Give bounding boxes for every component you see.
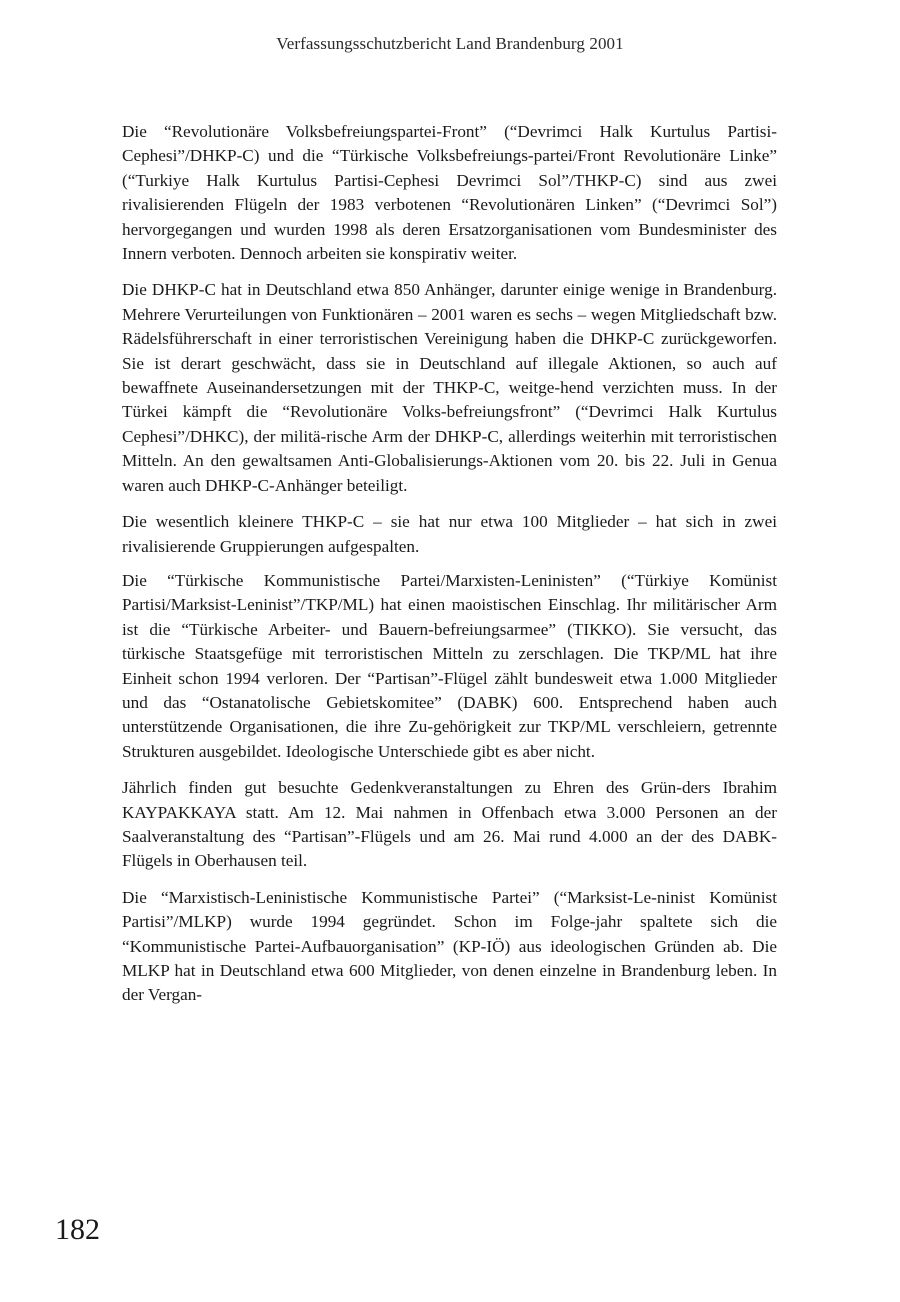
paragraph-tkp-ml: Die “Türkische Kommunistische Partei/Marxisten-Leninisten” (“Türkiye Komünist Partisi/Marksist-Leninist”/TKP/ML) hat einen maoistischen Einschlag. Ihr militärischer Arm ist die “Türkische Arbeiter- und Bauern-befreiungsarmee” (TIKKO). Sie versucht, das türkische Staatsgefüge mit terroristischen Mitteln zu zerschlagen. Die TKP/ML hat ihre Einheit schon 1994 verloren. Der “Partisan”-Flügel zählt bundesweit etwa 1.000 Mitglieder und das “Ostanatolische Gebietskomitee” (DABK) 600. Entsprechend haben auch unterstützende Organisationen, die ihre Zu-gehörigkeit zur TKP/ML verschleiern, getrennte Strukturen ausgebildet. Ideologische Unterschiede gibt es aber nicht. [122, 570, 777, 761]
paragraph-dhkp-c-germany: Die DHKP-C hat in Deutschland etwa 850 Anhänger, darunter einige wenige in Brandenburg. Mehrere Verurteilungen von Funktionären – 2001 waren es sechs – wegen Mitgliedschaft bzw. Rädelsführerschaft in einer terroristischen Vereinigung haben die DHKP-C zurückgeworfen. Sie ist derart geschwächt, dass sie in Deutschland auf illegale Aktionen, so auch auf bewaffnete Auseinandersetzungen mit der THKP-C, weitge-hend verzichten muss. In der Türkei kämpft die “Revolutionäre Volks-befreiungsfront” (“Devrimci Halk Kurtulus Cephesi”/DHKC), der militä-rische Arm der DHKP-C, allerdings weiterhin mit terroristischen Mitteln. An den gewaltsamen Anti-Globalisierungs-Aktionen vom 20. bis 22. Juli in Genua waren auch DHKP-C-Anhänger beteiligt. [122, 280, 777, 495]
paragraph-thkp-c: Die wesentlich kleinere THKP-C – sie hat nur etwa 100 Mitglieder – hat sich in zwei rivalisierende Gruppierungen aufgespalten. [122, 512, 777, 556]
paragraph-kaypakkaya-commemoration: Jährlich finden gut besuchte Gedenkveranstaltungen zu Ehren des Grün-ders Ibrahim KAYPAKKAYA statt. Am 12. Mai nahmen in Offenbach etwa 3.000 Personen an der Saalveranstaltung des “Partisan”-Flügels und am 26. Mai rund 4.000 an der des DABK-Flügels in Oberhausen teil. [122, 778, 777, 871]
page-number: 182 [55, 1213, 100, 1246]
running-header: Verfassungsschutzbericht Land Brandenburg 2001 [276, 34, 624, 53]
body-text [122, 120, 777, 1020]
paragraph-mlkp: Die “Marxistisch-Leninistische Kommunistische Partei” (“Marksist-Le-ninist Komünist Partisi”/MLKP) wurde 1994 gegründet. Schon im Folge-jahr spaltete sich die “Kommunistische Partei-Aufbauorganisation” (KP-IÖ) aus ideologischen Gründen ab. Die MLKP hat in Deutschland etwa 600 Mitglieder, von denen einzelne in Brandenburg leben. In der Vergan- [122, 887, 777, 1005]
paragraph-dhkp-thkp-origin: Die “Revolutionäre Volksbefreiungspartei-Front” (“Devrimci Halk Kurtulus Partisi-Cephesi”/DHKP-C) und die “Türkische Volksbefreiungs-partei/Front Revolutionäre Linke” (“Turkiye Halk Kurtulus Partisi-Cephesi Devrimci Sol”/THKP-C) sind aus zwei rivalisierenden Flügeln der 1983 verbotenen “Revolutionären Linken” (“Devrimci Sol”) hervorgegangen und wurden 1998 als deren Ersatzorganisationen vom Bundesminister des Innern verboten. Dennoch arbeiten sie konspirativ weiter. [122, 122, 777, 264]
